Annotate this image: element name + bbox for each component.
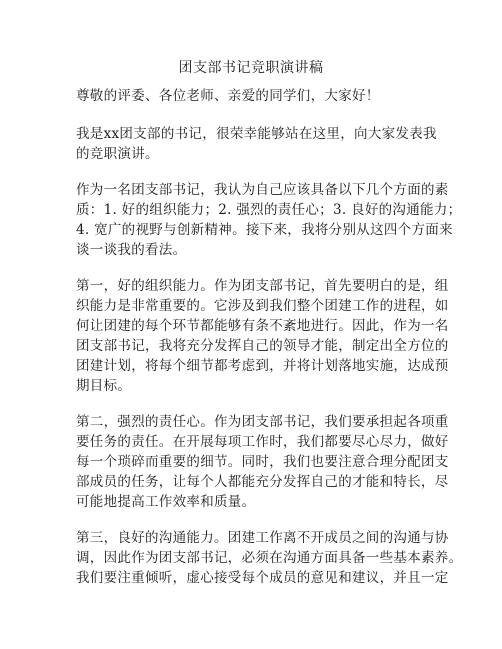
paragraph-2-line-1: 作为一名团支部书记，我认为自己应该具备以下几个方面的素	[76, 182, 449, 198]
paragraph-5-line-2: 调，因此作为团支部书记，必须在沟通方面具备一些基本素养。	[76, 550, 463, 566]
paragraph-3-line-6: 期目标。	[76, 378, 132, 394]
paragraph-3-line-4: 团支部书记，我将充分发挥自己的领导才能，制定出全方位的	[76, 338, 449, 354]
paragraph-1-line-2: 的竞职演讲。	[76, 146, 159, 162]
paragraph-3-line-1: 第一，好的组织能力。作为团支部书记，首先要明白的是，组	[76, 278, 449, 294]
paragraph-4-line-2: 要任务的责任。在开展每项工作时，我们都要尽心尽力，做好	[76, 434, 449, 450]
paragraph-4-line-3: 每一个琐碎而重要的细节。同时，我们也要注意合理分配团支	[76, 454, 449, 470]
paragraph-4-line-1: 第二，强烈的责任心。作为团支部书记，我们要承担起各项重	[76, 414, 449, 430]
paragraph-5-line-3: 我们要注重倾听，虚心接受每个成员的意见和建议，并且一定	[76, 570, 449, 586]
paragraph-3-line-2: 织能力是非常重要的。它涉及到我们整个团建工作的进程，如	[76, 298, 449, 314]
paragraph-4-line-5: 可能地提高工作效率和质量。	[76, 494, 256, 510]
paragraph-1-line-1: 我是xx团支部的书记，很荣幸能够站在这里，向大家发表我	[76, 126, 437, 142]
greeting-line: 尊敬的评委、各位老师、亲爱的同学们，大家好！	[76, 88, 380, 104]
paragraph-4-line-4: 部成员的任务，让每个人都能充分发挥自己的才能和特长，尽	[76, 474, 449, 490]
paragraph-2-line-3: 4. 宽广的视野与创新精神。接下来，我将分别从这四个方面来	[76, 222, 453, 238]
paragraph-5-line-1: 第三，良好的沟通能力。团建工作离不开成员之间的沟通与协	[76, 530, 449, 546]
paragraph-2-line-4: 谈一谈我的看法。	[76, 242, 187, 258]
document-title: 团支部书记竞职演讲稿	[178, 60, 324, 76]
paragraph-3-line-3: 何让团建的每个环节都能够有条不紊地进行。因此，作为一名	[76, 318, 449, 334]
paragraph-3-line-5: 团建计划，将每个细节都考虑到，并将计划落地实施，达成预	[76, 358, 449, 374]
paragraph-2-line-2: 质：1. 好的组织能力；2. 强烈的责任心；3. 良好的沟通能力；	[76, 202, 462, 218]
